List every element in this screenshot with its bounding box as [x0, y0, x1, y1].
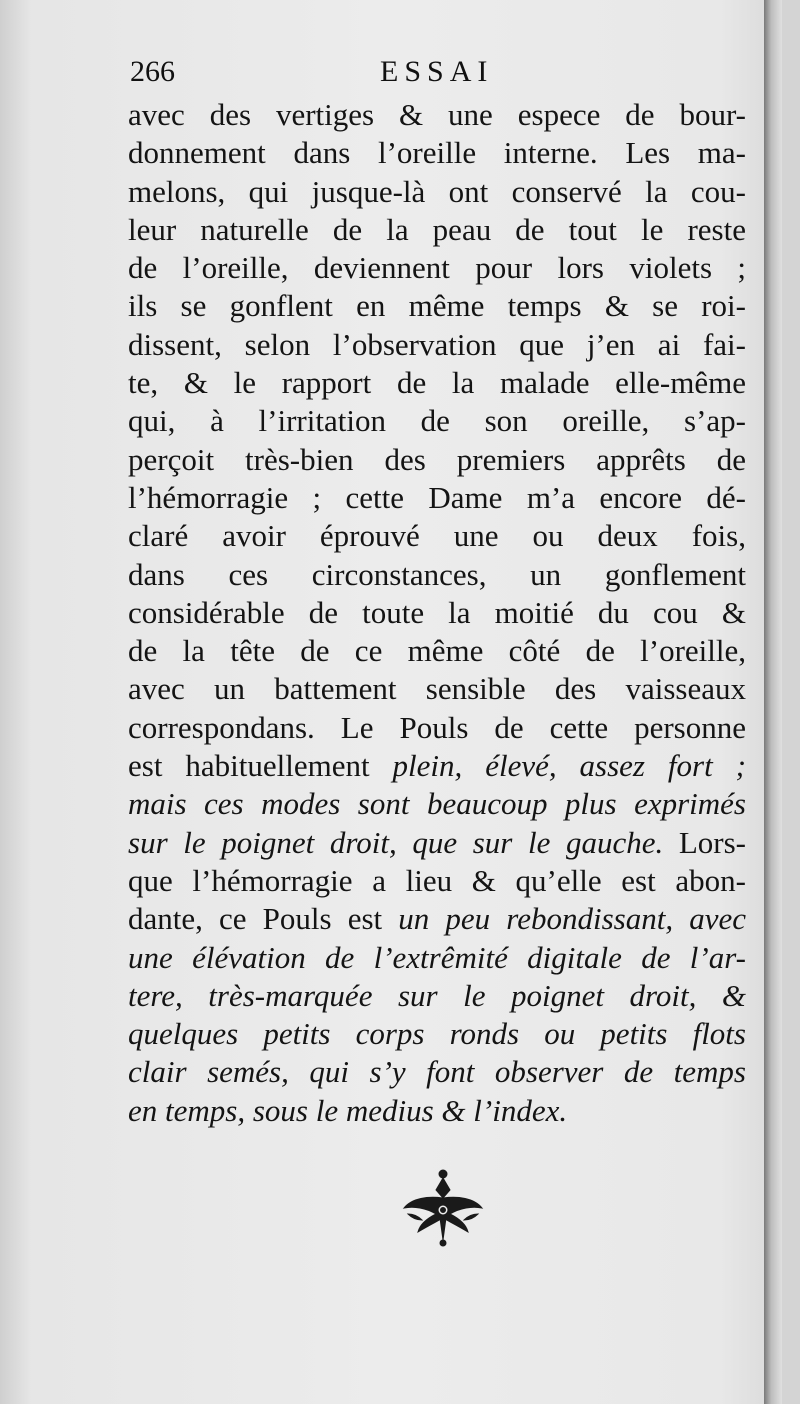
text-line	[128, 1092, 746, 1130]
italic-text: mais ces modes sont beaucoup plus exprimés	[128, 786, 746, 822]
roman-text: melons, qui jusque-là ont conservé la cou-	[128, 173, 746, 209]
italic-text: une élévation de l’extrêmité digitale de l’ar-	[128, 939, 746, 975]
text-line	[128, 402, 746, 440]
roman-text: claré avoir éprouvé une ou deux fois,	[128, 518, 746, 554]
italic-text: sur le poignet droit, que sur le gauche.	[128, 824, 664, 860]
roman-text: leur naturelle de la peau de tout le reste	[128, 211, 746, 247]
text-line	[128, 364, 746, 402]
italic-text: plein, élevé, assez fort ;	[392, 748, 746, 784]
text-line	[128, 326, 746, 364]
text-line	[128, 785, 746, 823]
italic-text: quelques petits corps ronds ou petits flots	[128, 1016, 746, 1052]
text-line	[128, 977, 746, 1015]
roman-text: de l’oreille, deviennent pour lors violets ;	[128, 250, 746, 286]
text-line	[128, 173, 746, 211]
text-line	[128, 747, 746, 785]
text-line	[128, 249, 746, 287]
running-head: ESSAI	[380, 55, 494, 88]
text-line	[128, 96, 746, 134]
text-line	[128, 134, 746, 172]
roman-text: Lors-	[663, 824, 746, 860]
text-line	[128, 594, 746, 632]
text-line	[128, 211, 746, 249]
text-line	[128, 1053, 746, 1091]
text-line	[128, 632, 746, 670]
roman-text: te, & le rapport de la malade elle-même	[128, 365, 746, 401]
text-line	[128, 824, 746, 862]
roman-text: ils se gonflent en même temps & se roi-	[128, 288, 746, 324]
roman-text: donnement dans l’oreille interne. Les ma-	[128, 135, 746, 171]
roman-text: avec un battement sensible des vaisseaux	[128, 671, 746, 707]
italic-text: en temps, sous le medius & l’index.	[128, 1092, 568, 1128]
text-line	[128, 517, 746, 555]
text-line	[128, 556, 746, 594]
roman-text: avec des vertiges & une espece de bour-	[128, 97, 746, 132]
text-line	[128, 441, 746, 479]
text-line	[128, 287, 746, 325]
roman-text: est habituellement	[128, 748, 393, 784]
italic-text: un peu rebondissant, avec	[398, 901, 746, 937]
italic-text: clair semés, qui s’y font observer de temps	[128, 1054, 746, 1090]
text-line	[128, 939, 746, 977]
page-header	[130, 55, 742, 95]
roman-text: dissent, selon l’observation que j’en ai fai-	[128, 326, 746, 362]
text-line	[128, 862, 746, 900]
roman-text: de la tête de ce même côté de l’oreille,	[128, 633, 746, 669]
text-line	[128, 709, 746, 747]
roman-text: perçoit très-bien des premiers apprêts de	[128, 441, 746, 477]
roman-text: que l’hémorragie a lieu & qu’elle est abon-	[128, 862, 746, 898]
page-number: 266	[130, 55, 175, 88]
page-gutter	[764, 0, 782, 1404]
body-text	[128, 96, 746, 1130]
roman-text: l’hémorragie ; cette Dame m’a encore dé-	[128, 479, 746, 515]
roman-text: qui, à l’irritation de son oreille, s’ap-	[128, 403, 746, 439]
roman-text: dans ces circonstances, un gonflement	[128, 556, 746, 592]
roman-text: correspondans. Le Pouls de cette personne	[128, 709, 746, 745]
text-line	[128, 900, 746, 938]
text-line	[128, 670, 746, 708]
roman-text: dante, ce Pouls est	[128, 901, 399, 937]
roman-text: considérable de toute la moitié du cou &	[128, 594, 746, 630]
text-line	[128, 479, 746, 517]
text-line	[128, 1015, 746, 1053]
italic-text: tere, très-marquée sur le poignet droit, &	[128, 977, 746, 1013]
fleuron-ornament-icon	[398, 1168, 488, 1248]
